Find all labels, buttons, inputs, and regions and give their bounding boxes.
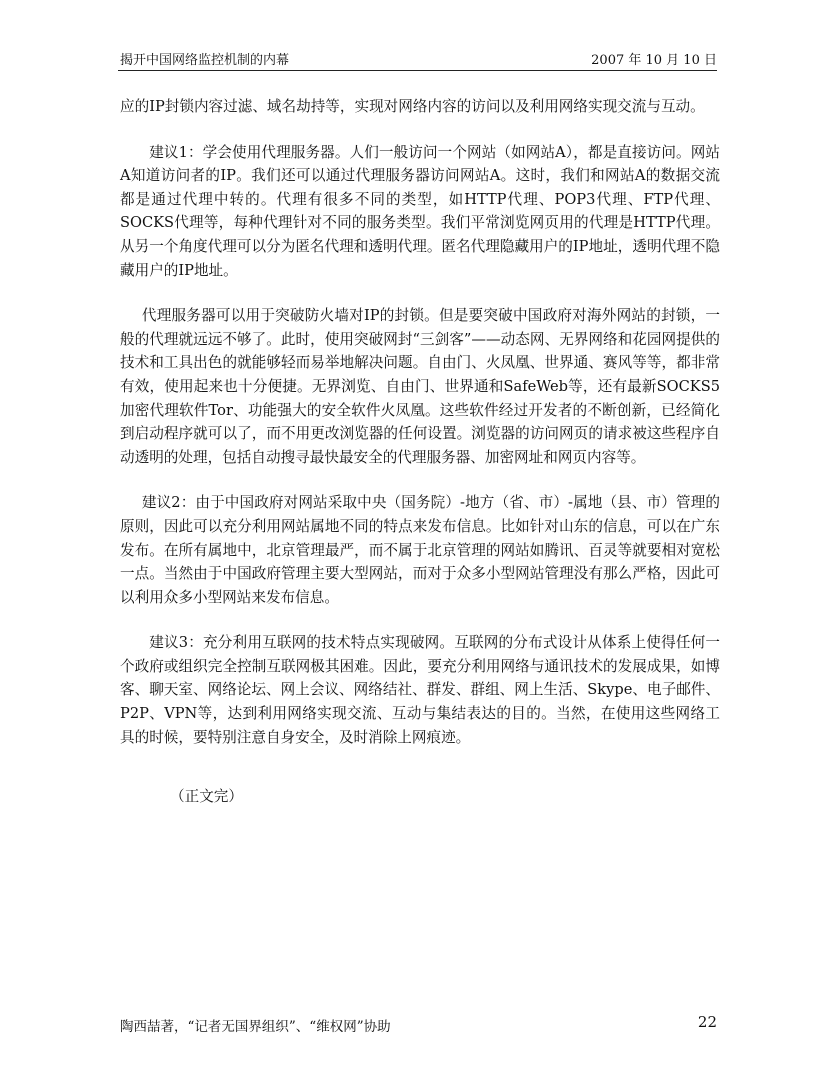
paragraph-continuation: 应的IP封锁内容过滤、域名劫持等，实现对网络内容的访问以及利用网络实现交流与互动。 bbox=[120, 98, 705, 115]
document-body bbox=[120, 95, 720, 831]
footer-credit: 陶西喆著，“记者无国界组织”、“维权网”协助 bbox=[120, 1019, 391, 1035]
page-number: 22 bbox=[697, 1013, 717, 1031]
paragraph-suggestion-2: 建议2：由于中国政府对网站采取中央（国务院）-地方（省、市）-属地（县、市）管理的原则，因此可以充分利用网站属地不同的特点来发布信息。比如针对山东的信息，可以在广东发布。在所有属地中，北京管理最严，而不属于北京管理的网站如腾讯、百灵等就要相对宽松一点。当然由于中国政府管理主要大型网站，而对于众多小型网站管理没有那么严格，因此可以利用众多小型网站来发布信息。 bbox=[120, 494, 720, 606]
header-rule bbox=[118, 70, 717, 71]
paragraph-suggestion-1: 建议1：学会使用代理服务器。人们一般访问一个网站（如网站A），都是直接访问。网站A知道访问者的IP。我们还可以通过代理服务器访问网站A。这时，我们和网站A的数据交流都是通过代理中转的。代理有很多不同的类型，如HTTP代理、POP3代理、FTP代理、SOCKS代理等，每种代理针对不同的服务类型。我们平常浏览网页用的代理是HTTP代理。从另一个角度代理可以分为匿名代理和透明代理。匿名代理隐藏用户的IP地址，透明代理不隐藏用户的IP地址。 bbox=[120, 143, 720, 279]
document-title: 揭开中国网络监控机制的内幕 bbox=[120, 53, 290, 68]
document-date: 2007 年 10 月 10 日 bbox=[591, 53, 717, 68]
paragraph-proxy-tools: 代理服务器可以用于突破防火墙对IP的封锁。但是要突破中国政府对海外网站的封锁，一般的代理就远远不够了。此时，使用突破网封“三剑客”——动态网、无界网络和花园网提供的技术和工具出色的就能够轻而易举地解决问题。自由门、火凤凰、世界通、赛风等等，都非常有效，使用起来也十分便捷。无界浏览、自由门、世界通和SafeWeb等，还有最新SOCKS5加密代理软件Tor、功能强大的安全软件火凤凰。这些软件经过开发者的不断创新，已经简化到启动程序就可以了，而不用更改浏览器的任何设置。浏览器的访问网页的请求被这些程序自动透明的处理，包括自动搜寻最快最安全的代理服务器、加密网址和网页内容等。 bbox=[120, 307, 720, 466]
end-note: （正文完） bbox=[170, 788, 243, 806]
page-header bbox=[120, 49, 717, 71]
paragraph-suggestion-3: 建议3：充分利用互联网的技术特点实现破网。互联网的分布式设计从体系上使得任何一个政府或组织完全控制互联网极其困难。因此，要充分利用网络与通讯技术的发展成果，如博客、聊天室、网络论坛、网上会议、网络结社、群发、群组、网上生活、Skype、电子邮件、P2P、VPN等，达到利用网络实现交流、互动与集结表达的目的。当然，在使用这些网络工具的时候，要特别注意自身安全，及时消除上网痕迹。 bbox=[120, 634, 720, 746]
